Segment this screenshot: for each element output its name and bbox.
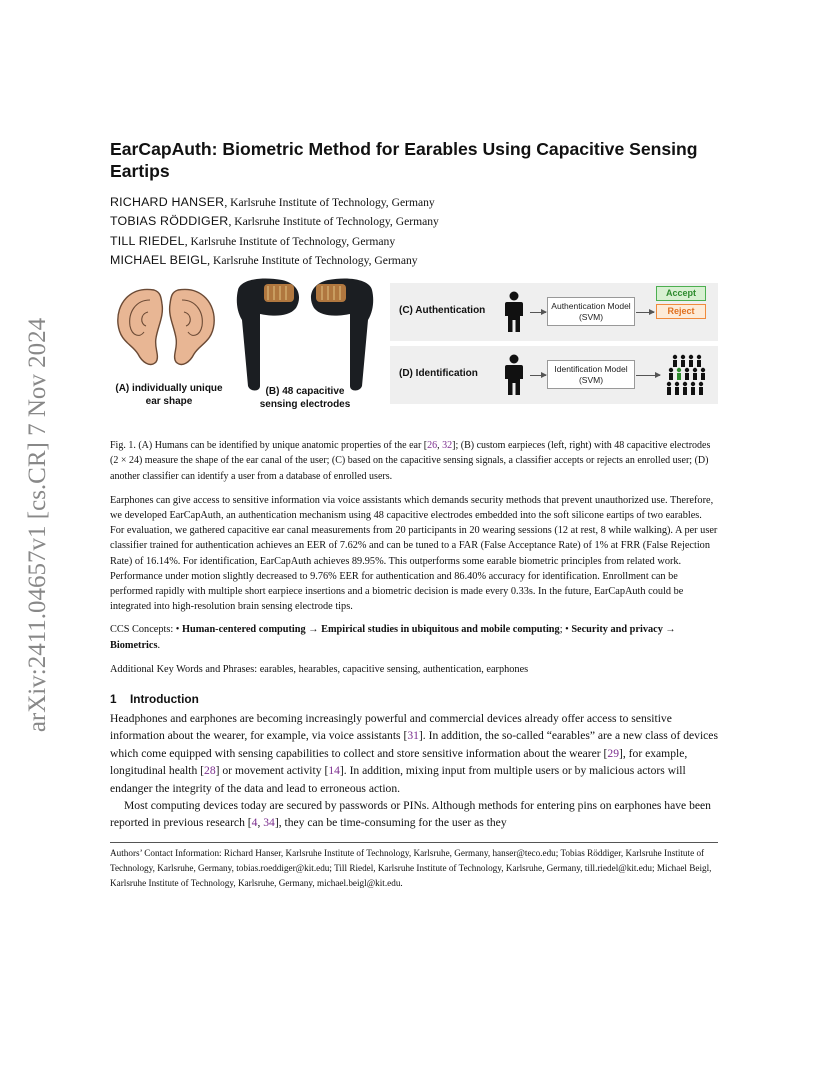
footnote-divider — [110, 842, 718, 843]
author-line — [110, 212, 718, 231]
arrow-icon — [636, 375, 660, 376]
section-heading — [110, 691, 718, 707]
text-run: ], for example, longitudinal health [ — [110, 746, 688, 778]
ear-illustration — [110, 282, 222, 374]
keywords: Additional Key Words and Phrases: earables, hearables, capacitive sensing, authentication, earphones — [110, 663, 529, 675]
author-name: MICHAEL BEIGL — [110, 252, 208, 267]
ccs-label: CCS Concepts: • — [110, 624, 182, 636]
author-list — [110, 193, 718, 270]
caption-text: Fig. 1. (A) Humans can be identified by unique anatomic properties of the ear [ — [110, 440, 428, 452]
section-title: Introduction — [130, 692, 199, 707]
citation-link[interactable]: 28 — [204, 764, 216, 778]
arrow-icon — [530, 312, 546, 313]
text-run: ], they can be time-consuming for the user as they — [274, 816, 507, 830]
author-affiliation: , Karlsruhe Institute of Technology, Germany — [228, 215, 439, 229]
figure-1 — [110, 282, 718, 412]
figure-caption — [110, 438, 718, 484]
author-name: TOBIAS RÖDDIGER — [110, 214, 229, 229]
arxiv-stamp — [18, 290, 58, 760]
paragraph — [110, 710, 718, 797]
earbud-illustration — [230, 276, 380, 392]
authentication-panel — [390, 283, 718, 341]
identification-panel — [390, 346, 718, 404]
identification-model-box: Identification Model (SVM) — [547, 360, 635, 389]
author-contact-information: Authors’ Contact Information: Richard Hanser, Karlsruhe Institute of Technology, Karlsruhe, Germany, hanser@teco.edu; Tobias Röddiger, Karlsruhe Institute of Technology, Karlsruhe, Germany, tobias.roeddiger@kit.edu; Till Riedel, Karlsruhe Institute of Technology, Karlsruhe, Germany, till.riedel@kit.edu; Michael Beigl, Karlsruhe Institute of Technology, Karlsruhe, Germany, michael.beigl@kit.edu. — [110, 848, 712, 888]
text-run: ] or movement activity [ — [215, 764, 329, 778]
abstract: Earphones can give access to sensitive information via voice assistants which demands security methods that prevent unauthorized use. Therefore, we developed EarCapAuth, an authentication mechanism using 48 capacitive electrodes embedded into the soft silicone eartips of two earables. For evaluation, we gathered capacitive ear canal measurements from 20 participants in 20 wearing sessions (12 at rest, 8 while walking). A per user classifier trained for authentication achieves an EER of 7.62% and can be tuned to a FAR (False Acceptance Rate) of 1% at FRR (False Rejection Rate) of 16.14%. For identification, EarCapAuth achieves 89.95%. This outperforms some earable biometric principles from related work. Performance under motion slightly decreased to 9.76% EER for authentication and 86.40% accuracy for identification. Enrollment can be performed rapidly with multiple short earpiece insertions and a biometric decision is made every 0.33s. In the future, EarCapAuth could be integrated into high-resolution brain sensing electrode tips. — [110, 494, 718, 613]
author-affiliation: , Karlsruhe Institute of Technology, Germany — [207, 253, 418, 267]
citation-link[interactable]: 31 — [407, 729, 419, 743]
citation-link[interactable]: 26 — [427, 440, 438, 452]
text-run: , — [257, 816, 264, 830]
author-line — [110, 193, 718, 212]
caption-text: , — [437, 440, 443, 452]
author-line — [110, 251, 718, 270]
figure-label-a: (A) individually unique ear shape — [115, 383, 223, 408]
text-run: Most computing devices today are secured by passwords or PINs. Although methods for entering pins on earphones have been reported in previous research [ — [110, 799, 711, 830]
author-line — [110, 232, 718, 251]
section-number: 1 — [110, 692, 117, 707]
paper-page — [110, 138, 718, 832]
arrow-icon — [530, 375, 546, 376]
citation-link[interactable]: 4 — [251, 816, 258, 830]
author-affiliation: , Karlsruhe Institute of Technology, Germany — [224, 196, 435, 209]
citation-link[interactable]: 34 — [263, 816, 275, 830]
person-icon — [503, 354, 525, 396]
arrow-icon — [636, 312, 654, 313]
paper-title: EarCapAuth: Biometric Method for Earables Using Capacitive Sensing Eartips — [110, 139, 698, 181]
citation-link[interactable]: 29 — [607, 746, 620, 760]
authentication-model-box: Authentication Model (SVM) — [547, 297, 635, 326]
ccs-concept: Human-centered computing → Empirical studies in ubiquitous and mobile computing — [181, 624, 560, 636]
ccs-concepts — [110, 622, 718, 652]
footnote — [110, 842, 718, 891]
citation-link[interactable]: 14 — [328, 764, 340, 778]
ccs-end: . — [157, 639, 161, 651]
author-name: TILL RIEDEL — [110, 233, 185, 248]
paragraph — [110, 797, 718, 832]
figure-label-b: (B) 48 capacitive sensing electrodes — [259, 386, 351, 411]
reject-badge: Reject — [656, 304, 706, 319]
panel-label-d: (D) Identification — [399, 368, 478, 380]
person-icon — [503, 291, 525, 333]
crowd-icon — [666, 354, 708, 396]
author-affiliation: , Karlsruhe Institute of Technology, Germany — [184, 234, 396, 248]
author-name: RICHARD HANSER — [110, 195, 225, 209]
caption-text: ]; (B) custom earpieces (left, right) with 48 capacitive electrodes (2 × 24) measure the shape of the ear canal of the user; (C) based on the capacitive sensing signals, a classifier accepts or rejects an enrolled user; (D) another classifier can identify a user from a database of enrolled users. — [110, 440, 711, 482]
section-body — [110, 710, 718, 832]
ccs-separator: ; • — [559, 624, 572, 636]
citation-link[interactable]: 32 — [442, 440, 453, 452]
text-run: ]. In addition, mixing input from multiple users or by malicious actors will endanger the integrity of the data and lead to erroneous action. — [110, 764, 686, 795]
arxiv-stamp-text: arXiv:2411.04657v1 [cs.CR] 7 Nov 2024 — [24, 317, 52, 733]
text-run: Headphones and earphones are becoming increasingly powerful and commercial devices already offer access to sensitive information about the wearer, for example, via voice assistants [ — [110, 712, 672, 743]
panel-label-c: (C) Authentication — [399, 305, 486, 317]
text-run: ]. In addition, the so-called “earables” are a new class of devices which come equipped with sensing capabilities to collect and store sensitive information about the wearer [ — [110, 729, 718, 760]
accept-badge: Accept — [656, 286, 706, 301]
ccs-concept: Security and privacy → Biometrics — [110, 624, 676, 651]
